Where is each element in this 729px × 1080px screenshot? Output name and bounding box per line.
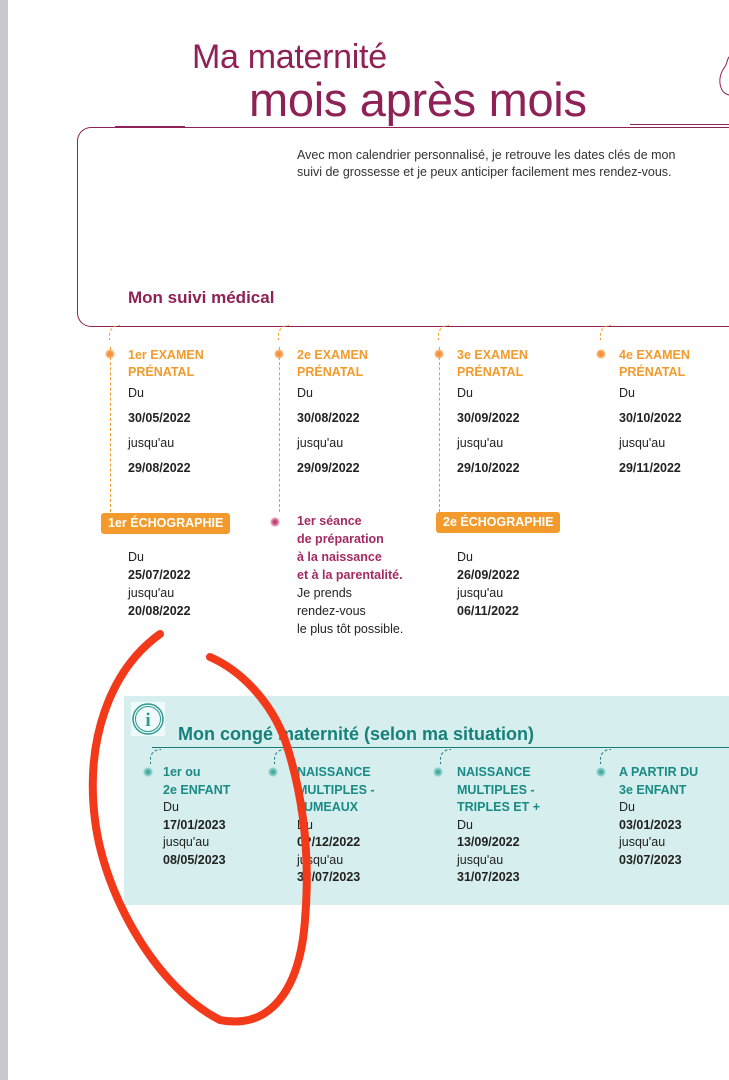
exam-title: 1er EXAMEN PRÉNATAL (128, 348, 204, 379)
from-label: Du (128, 386, 144, 400)
connector-line (278, 325, 289, 340)
from-label: Du (163, 800, 179, 814)
connector-line (110, 347, 112, 512)
to-date: 31/07/2023 (457, 870, 520, 884)
to-label: jusqu'au (619, 436, 666, 450)
conge-title-rule (152, 747, 729, 748)
info-icon (131, 702, 165, 736)
pregnant-silhouette-icon (718, 52, 729, 107)
title-line-1: Ma maternité (192, 38, 387, 76)
section-title-suivi-medical: Mon suivi médical (128, 288, 275, 307)
seance-title: de préparation (297, 532, 384, 546)
to-date: 06/11/2022 (457, 604, 519, 618)
timeline-dot-icon (596, 767, 606, 777)
title-rule-right (630, 124, 729, 125)
seance-preparation (297, 512, 437, 638)
exam-title: 3e EXAMEN PRÉNATAL (457, 348, 528, 379)
timeline-dot-icon (433, 767, 443, 777)
from-label: Du (619, 800, 635, 814)
to-date: 29/09/2022 (297, 461, 360, 475)
connector-line (600, 749, 611, 764)
seance-title: et à la parentalité. (297, 568, 403, 582)
to-date: 08/05/2023 (163, 852, 226, 867)
from-label: Du (457, 386, 473, 400)
section-title-conge-maternite: Mon congé maternité (selon ma situation) (178, 724, 535, 744)
seance-text: le plus tôt possible. (297, 622, 404, 636)
from-date: 30/10/2022 (619, 411, 682, 425)
conge-item-title: 2e ENFANT (163, 782, 231, 797)
conge-item-title: NAISSANCE (457, 765, 531, 779)
exam-title: 2e EXAMEN PRÉNATAL (297, 348, 368, 379)
from-label: Du (619, 386, 635, 400)
to-label: jusqu'au (128, 586, 175, 600)
connector-line (109, 325, 120, 340)
timeline-dot-icon (268, 767, 278, 777)
left-margin-strip (0, 0, 8, 1080)
from-label: Du (457, 817, 473, 832)
conge-item-title: TRIPLES ET + (457, 800, 541, 814)
to-date: 29/11/2022 (619, 461, 681, 475)
exam-card-1 (128, 347, 258, 481)
conge-item-title: MULTIPLES - (457, 782, 535, 797)
to-label: jusqu'au (619, 835, 666, 849)
conge-item-3 (457, 764, 587, 887)
from-date: 03/01/2023 (619, 817, 682, 832)
connector-line (439, 347, 441, 512)
conge-item-title: NAISSANCE (297, 765, 371, 779)
to-label: jusqu'au (457, 852, 504, 867)
echography-badge-2: 2e ÉCHOGRAPHIE (436, 512, 560, 533)
from-date: 30/09/2022 (457, 411, 520, 425)
echography-badge-1: 1er ÉCHOGRAPHIE (101, 513, 230, 534)
from-label: Du (297, 817, 313, 832)
to-label: jusqu'au (163, 835, 210, 849)
from-date: 13/09/2022 (457, 835, 520, 849)
from-date: 25/07/2022 (128, 568, 191, 582)
from-date: 17/01/2023 (163, 817, 226, 832)
connector-line (440, 749, 451, 764)
svg-text:i: i (145, 710, 151, 731)
to-label: jusqu'au (457, 586, 504, 600)
exam-card-3 (457, 347, 587, 481)
to-label: jusqu'au (297, 436, 344, 450)
connector-line (279, 347, 281, 512)
connector-line (274, 749, 285, 764)
timeline-dot-icon (596, 349, 606, 359)
from-label: Du (128, 550, 144, 564)
to-date: 29/08/2022 (128, 461, 191, 475)
to-label: jusqu'au (297, 852, 344, 867)
to-date: 29/10/2022 (457, 461, 520, 475)
connector-line (150, 749, 161, 764)
exam-card-4 (619, 347, 729, 481)
from-label: Du (457, 550, 473, 564)
from-date: 0?/12/2022 (297, 835, 361, 849)
to-date: 20/08/2022 (128, 604, 191, 618)
conge-item-title: 3e ENFANT (619, 782, 687, 797)
conge-item-1 (163, 764, 293, 869)
seance-text: Je prends (297, 586, 352, 600)
echography-dates-1 (128, 548, 191, 620)
conge-item-2 (297, 764, 427, 887)
timeline-dot-icon (105, 349, 115, 359)
conge-item-title: JUMEAUX (297, 800, 359, 814)
timeline-dot-icon (434, 349, 444, 359)
seance-title: 1er séance (297, 514, 362, 528)
from-date: 30/08/2022 (297, 411, 360, 425)
from-label: Du (297, 386, 313, 400)
from-date: 26/09/2022 (457, 568, 520, 582)
echography-dates-2 (457, 548, 520, 620)
conge-item-title: MULTIPLES - (297, 782, 375, 797)
conge-item-title: 1er ou (163, 765, 201, 779)
connector-line (438, 325, 449, 340)
conge-item-4 (619, 764, 729, 869)
from-date: 30/05/2022 (128, 411, 191, 425)
timeline-dot-icon (270, 517, 280, 527)
intro-text: Avec mon calendrier personnalisé, je retrouve les dates clés de mon suivi de grossesse et je peux anticiper facilement mes rendez-vous. (297, 148, 676, 179)
to-label: jusqu'au (457, 436, 504, 450)
title-line-2: mois après mois (249, 73, 587, 126)
seance-title: à la naissance (297, 550, 382, 564)
seance-text: rendez-vous (297, 604, 366, 618)
to-date: 03/07/2023 (619, 852, 682, 867)
conge-item-title: A PARTIR DU (619, 765, 699, 779)
timeline-dot-icon (143, 767, 153, 777)
to-date: 3?/07/2023 (297, 870, 361, 884)
timeline-dot-icon (274, 349, 284, 359)
exam-card-2 (297, 347, 427, 481)
connector-line (600, 325, 611, 340)
to-label: jusqu'au (128, 436, 175, 450)
exam-title: 4e EXAMEN PRÉNATAL (619, 348, 690, 379)
